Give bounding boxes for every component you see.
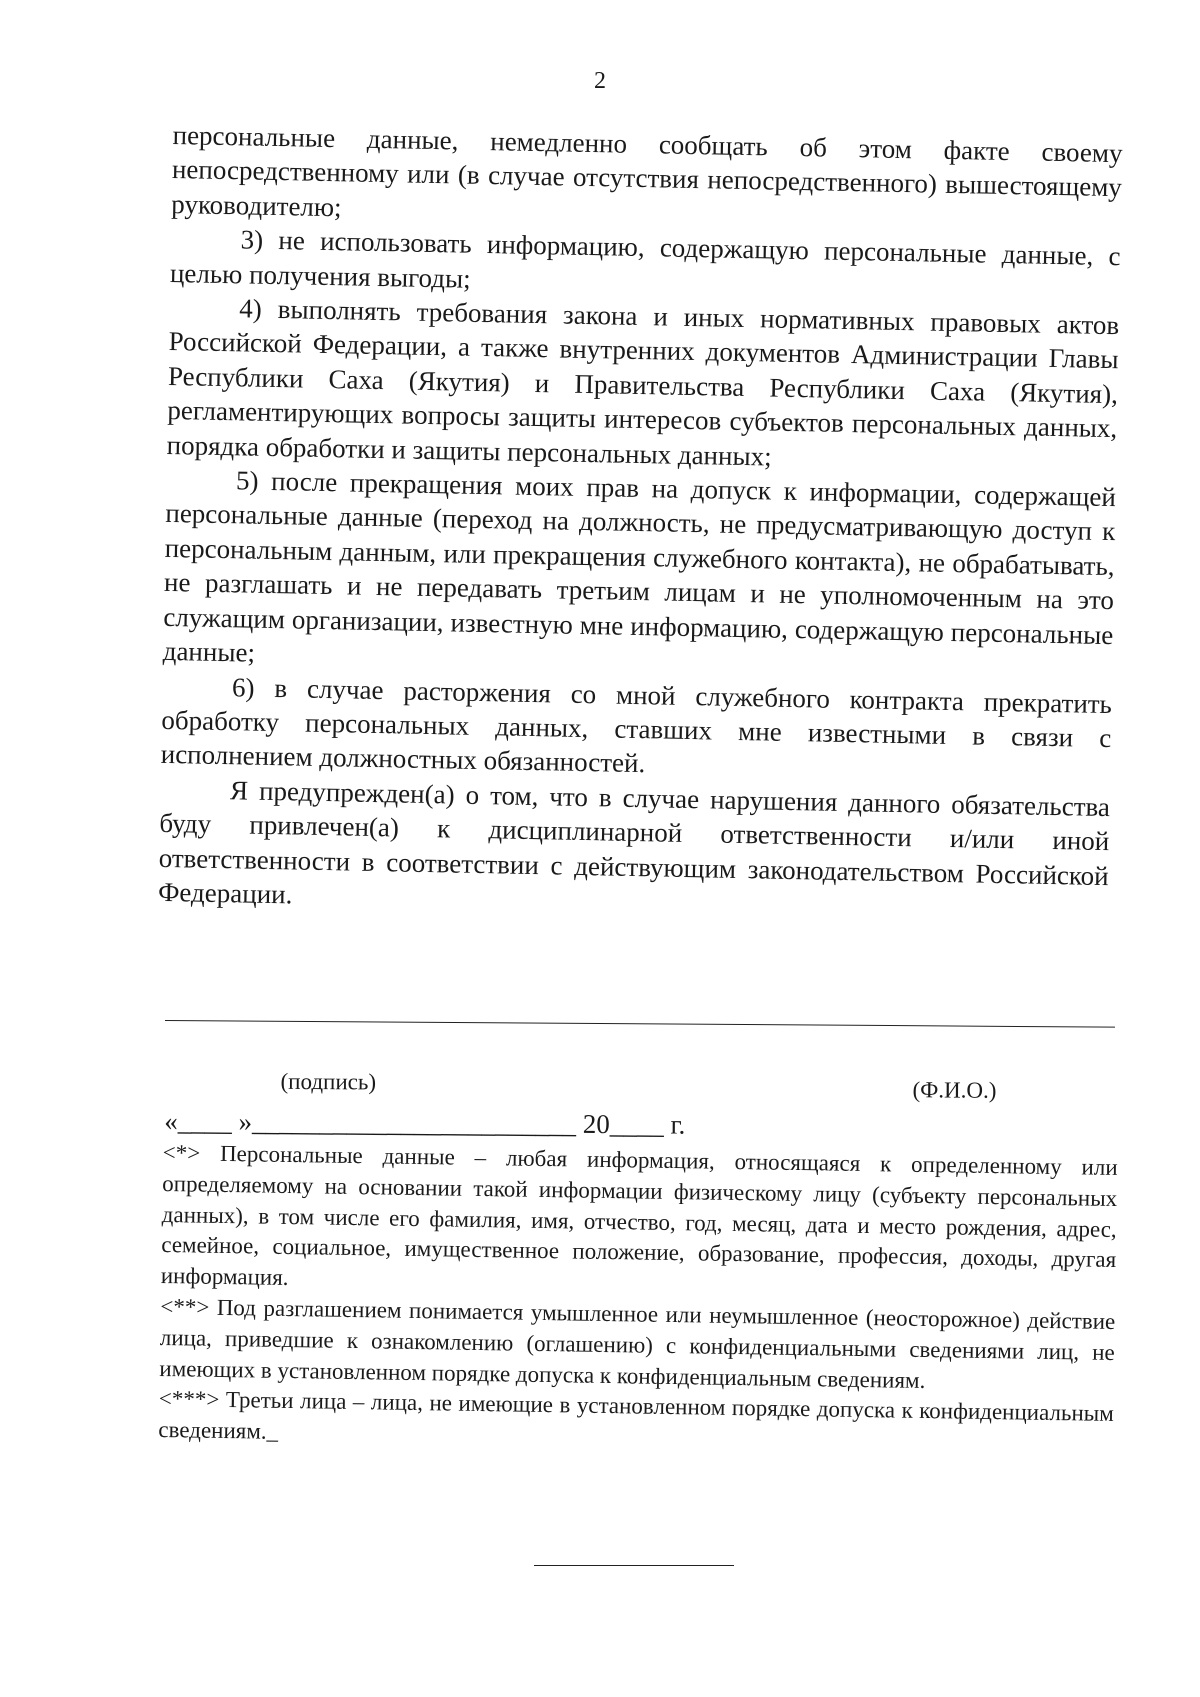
signature-block <box>164 1020 1125 1140</box>
footnote-2: <**> Под разглашением понимается умышленное или неумышленное (неосторожное) действие лица, приведшие к ознакомлению (оглашению) с конфиденциальными сведениями лиц, не имеющих в установленном порядке допуска к конфиденциальным сведениям. <box>159 1293 1116 1393</box>
paragraph-item-4: 4) выполнять требования закона и иных нормативных правовых актов Российской Федерации, а также внутренних документов Администрации Главы Республики Саха (Якутия) и Правительства Республики Саха (Якутия), регламентирующих вопросы защиты интересов субъектов персональных данных, порядка обработки и защиты персональных данных; <box>166 293 1120 472</box>
page-number: 2 <box>594 68 606 94</box>
paragraph-warning: Я предупрежден(а) о том, что в случае нарушения данного обязательства буду привлечен(а) к дисциплинарной ответственности и/или иной ответственности в соответствии с действующим законодательством Российской Федерации. <box>157 774 1111 910</box>
end-rule <box>534 1565 734 1566</box>
paragraph-item-3: 3) не использовать информацию, содержащую персональные данные, с целью получения выгоды; <box>169 224 1121 294</box>
footnote-1: <*> Персональные данные – любая информация, относящаяся к определенному или определяемому на основании такой информации физическому лицу (субъекту персональных данных), в том числе его фамилия, имя, отчество, год, месяц, дата и место рождения, адрес, семейное, социальное, имущественное положение, образование, профессия, доходы, другая информация. <box>160 1139 1118 1291</box>
paragraph-item-6: 6) в случае расторжения со мной служебного контракта прекратить обработку персональных данных, ставших мне известными в связи с исполнением должностных обязанностей. <box>160 671 1113 779</box>
obligation-text <box>158 118 1123 927</box>
date-line: «____ »________________________ 20____ г. <box>164 1105 686 1140</box>
paragraph-item-5: 5) после прекращения моих прав на допуск к информации, содержащей персональные данные (переход на должность, не предусматривающую доступ к персональным данным, или прекращения служебного контакта), не обрабатывать, не разглашать и не передавать третьим лицам и не уполномоченным на это служащим организации, известную мне информацию, содержащую персональные данные; <box>162 465 1117 668</box>
paragraph-1: персональные данные, немедленно сообщать об этом факте своему непосредственному или (в случае отсутствия непосредственного) вышестоящему руководителю; <box>171 119 1123 223</box>
signature-label: (подпись) <box>280 1068 377 1095</box>
fio-label: (Ф.И.О.) <box>912 1077 997 1103</box>
footnote-3: <***> Третьи лица – лица, не имеющие в установленном порядке допуска к конфиденциальным сведениям._ <box>158 1386 1114 1445</box>
signature-line <box>165 1020 1115 1028</box>
footnotes <box>158 1138 1118 1461</box>
